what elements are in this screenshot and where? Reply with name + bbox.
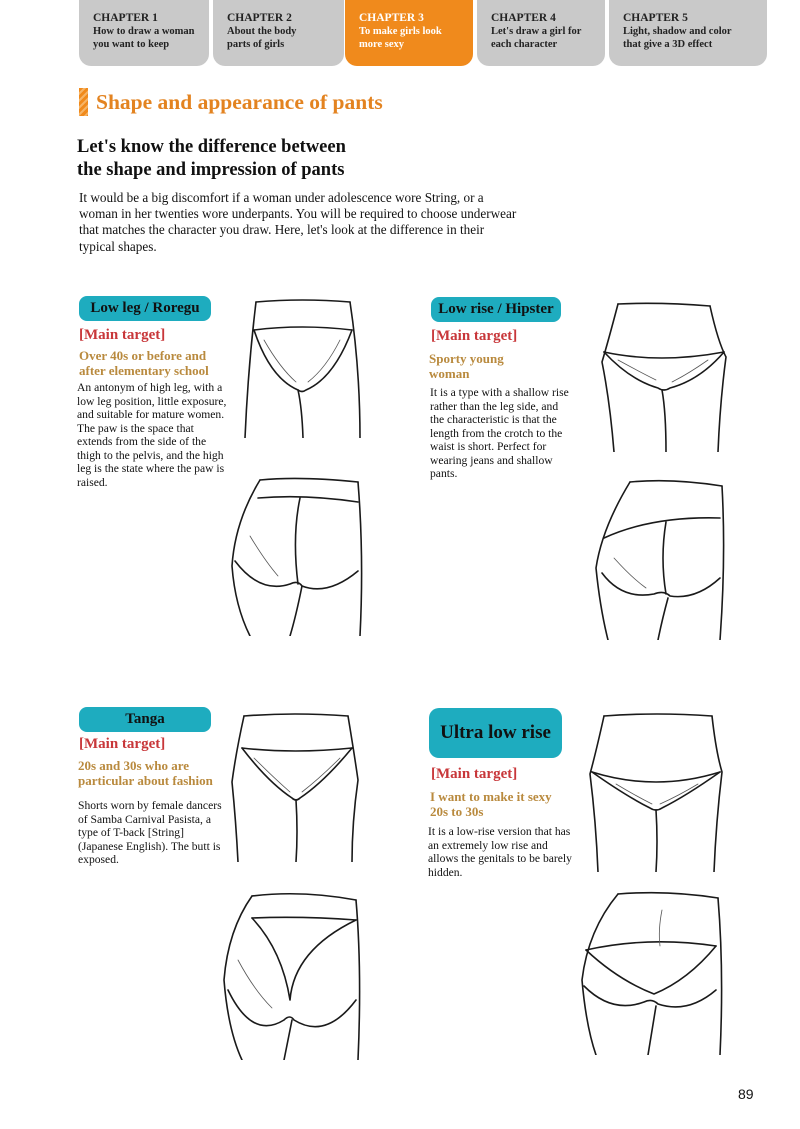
category-pill-low-leg: Low leg / Roregu — [79, 296, 211, 321]
tab-chapter-4-title: Let's draw a girl for each character — [491, 26, 582, 50]
description-low-rise: It is a type with a shallow rise rather than the leg side, and the characteristic is that the length from the crotch to the waist is short. Perfect for wearing jeans and shallow pants. — [430, 386, 569, 480]
main-target-label-tanga: [Main target] — [79, 736, 166, 752]
category-pill-low-rise: Low rise / Hipster — [431, 297, 561, 322]
page-number: 89 — [738, 1086, 754, 1102]
main-target-label-ultra-low-rise: [Main target] — [431, 766, 518, 782]
description-low-leg: An antonym of high leg, with a low leg position, little exposure, and suitable for mature women. The paw is the space that extends from the side of the thigh to the pelvis, and the high leg is the state where the paw is raised. — [77, 381, 227, 489]
tab-chapter-1-number: CHAPTER 1 — [93, 12, 158, 24]
audience-low-rise: Sporty young woman — [429, 351, 504, 381]
category-pill-ultra-low-rise: Ultra low rise — [429, 708, 562, 758]
low-rise-back-illustration — [592, 478, 727, 640]
tanga-back-illustration — [222, 890, 362, 1060]
main-target-label-low-rise: [Main target] — [431, 328, 518, 344]
tab-chapter-1[interactable] — [79, 0, 209, 66]
intro-paragraph: It would be a big discomfort if a woman under adolescence wore String, or a woman in her twenties wore underpants. You will be required to choose underwear that matches the character you draw. Here, let's look at the difference in their typical shapes. — [79, 190, 517, 254]
tab-chapter-2-number: CHAPTER 2 — [227, 12, 292, 24]
section-marker-bar — [79, 88, 88, 116]
tab-chapter-3-title: To make girls look more sexy — [359, 26, 442, 50]
tab-chapter-2-title: About the body parts of girls — [227, 26, 297, 50]
description-tanga: Shorts worn by female dancers of Samba Carnival Pasista, a type of T-back [String] (Japanese English). The butt is exposed. — [78, 799, 222, 866]
category-pill-tanga: Tanga — [79, 707, 211, 732]
tab-chapter-1-title: How to draw a woman you want to keep — [93, 26, 195, 50]
tab-chapter-5-title: Light, shadow and color that give a 3D effect — [623, 26, 732, 50]
low-leg-back-illustration — [230, 476, 365, 636]
tab-chapter-3[interactable] — [345, 0, 473, 66]
tab-chapter-4-number: CHAPTER 4 — [491, 12, 556, 24]
audience-low-leg: Over 40s or before and after elementary school — [79, 348, 209, 378]
low-leg-front-illustration — [240, 298, 365, 438]
tanga-front-illustration — [228, 712, 363, 862]
tab-chapter-5[interactable] — [609, 0, 767, 66]
tab-chapter-3-number: CHAPTER 3 — [359, 12, 424, 24]
main-target-label-low-leg: [Main target] — [79, 327, 166, 343]
subheading: Let's know the difference between the shape and impression of pants — [77, 137, 346, 180]
ultra-low-rise-front-illustration — [586, 712, 726, 872]
audience-tanga: 20s and 30s who are particular about fashion — [78, 758, 213, 788]
ultra-low-rise-back-illustration — [578, 890, 726, 1055]
tab-chapter-5-number: CHAPTER 5 — [623, 12, 688, 24]
tab-chapter-4[interactable] — [477, 0, 605, 66]
low-rise-front-illustration — [600, 302, 728, 452]
description-ultra-low-rise: It is a low-rise version that has an extremely low rise and allows the genitals to be barely hidden. — [428, 825, 572, 879]
chapter-tabs — [79, 0, 767, 66]
section-title: Shape and appearance of pants — [96, 89, 383, 114]
section-heading — [79, 87, 383, 117]
audience-ultra-low-rise: I want to make it sexy 20s to 30s — [430, 789, 552, 819]
tab-chapter-2[interactable] — [213, 0, 344, 66]
